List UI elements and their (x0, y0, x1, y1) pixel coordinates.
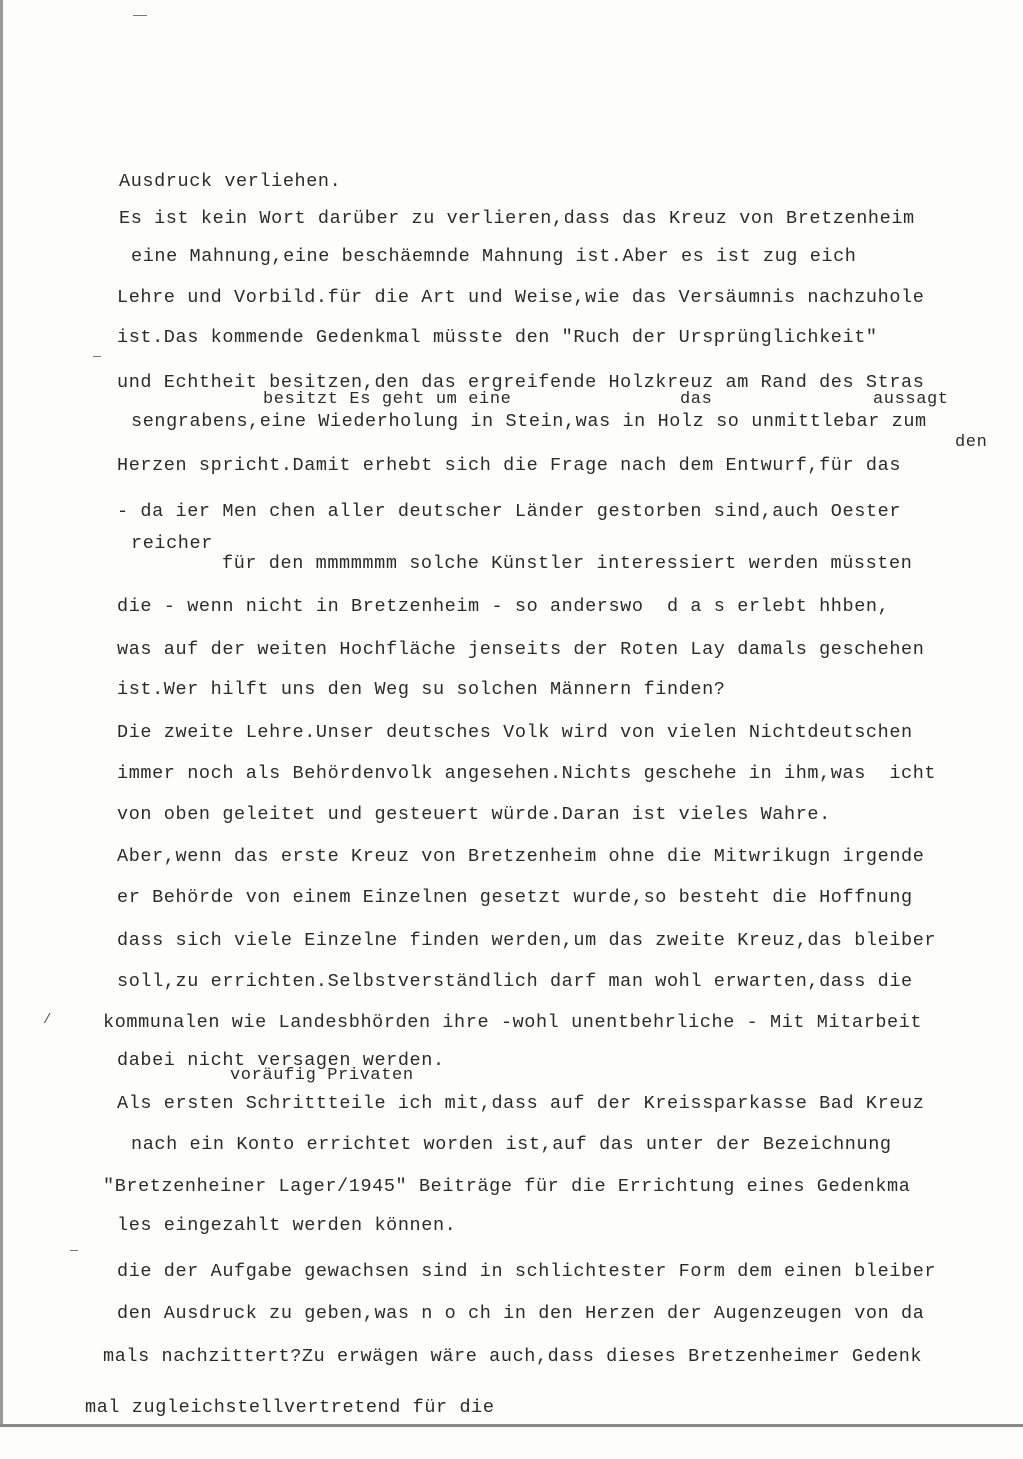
text-line: dabei nicht versagen werden. (117, 1050, 445, 1071)
text-line: nach ein Konto errichtet worden ist,auf das unter der Bezeichnung (131, 1134, 892, 1155)
text-line: Es ist kein Wort darüber zu verlieren,dass das Kreuz von Bretzenheim (119, 208, 915, 229)
text-line: les eingezahlt werden können. (117, 1215, 457, 1236)
text-line: für den mmmmmmm solche Künstler interessiert werden müssten (222, 553, 913, 574)
text-line: - da ier Men chen aller deutscher Länder gestorben sind,auch Oester (117, 501, 902, 522)
text-line: ist.Wer hilft uns den Weg su solchen Männern finden? (117, 679, 726, 700)
page-bottom-edge (0, 1424, 1023, 1427)
inserted-text: den (955, 433, 988, 452)
text-line: er Behörde von einem Einzelnen gesetzt wurde,so besteht die Hoffnung (117, 887, 913, 908)
text-line: was auf der weiten Hochfläche jenseits der Roten Lay damals geschehen (117, 639, 925, 660)
stray-mark (133, 15, 147, 16)
text-line: und Echtheit besitzen,den das ergreifende Holzkreuz am Rand des Stras (117, 372, 925, 393)
text-line: "Bretzenheiner Lager/1945" Beiträge für die Errichtung eines Gedenkma (103, 1176, 911, 1197)
text-line: Die zweite Lehre.Unser deutsches Volk wird von vielen Nichtdeutschen (117, 722, 913, 743)
text-line: kommunalen wie Landesbhörden ihre -wohl unentbehrliche - Mit Mitarbeit (103, 1012, 923, 1033)
inserted-text: das (680, 390, 713, 409)
text-line: Ausdruck verliehen. (119, 171, 342, 192)
inserted-text: voräufig Privaten (230, 1066, 414, 1085)
page-left-edge (0, 0, 3, 1425)
margin-slash-mark: / (43, 1012, 52, 1028)
text-line: mals nachzittert?Zu erwägen wäre auch,dass dieses Bretzenheimer Gedenk (103, 1346, 923, 1367)
text-line: Herzen spricht.Damit erhebt sich die Frage nach dem Entwurf,für das (117, 455, 902, 476)
text-line: dass sich viele Einzelne finden werden,um das zweite Kreuz,das bleiber (117, 930, 937, 951)
text-line: von oben geleitet und gesteuert würde.Daran ist vieles Wahre. (117, 804, 831, 825)
text-line: sengrabens,eine Wiederholung in Stein,was in Holz so unmittlebar zum (131, 411, 927, 432)
inserted-text: besitzt Es geht um eine (263, 390, 512, 409)
text-line: die - wenn nicht in Bretzenheim - so anderswo d a s erlebt hhben, (117, 596, 890, 617)
text-line: mal zugleichstellvertretend für die (85, 1397, 495, 1418)
text-line: die der Aufgabe gewachsen sind in schlichtester Form dem einen bleiber (117, 1261, 937, 1282)
text-line: immer noch als Behördenvolk angesehen.Nichts geschehe in ihm,was icht (117, 763, 937, 784)
text-line: eine Mahnung,eine beschäemnde Mahnung ist.Aber es ist zug eich (131, 246, 857, 267)
text-line: Lehre und Vorbild.für die Art und Weise,wie das Versäumnis nachzuhole (117, 287, 925, 308)
text-line: reicher (131, 533, 213, 554)
inserted-text: aussagt (873, 390, 949, 409)
stray-mark (70, 1250, 78, 1251)
text-line: den Ausdruck zu geben,was n o ch in den Herzen der Augenzeugen von da (117, 1303, 925, 1324)
text-line: Aber,wenn das erste Kreuz von Bretzenheim ohne die Mitwrikugn irgende (117, 846, 925, 867)
stray-mark (93, 356, 101, 357)
text-line: Als ersten Schrittteile ich mit,dass auf der Kreissparkasse Bad Kreuz (117, 1093, 925, 1114)
text-line: ist.Das kommende Gedenkmal müsste den "Ruch der Ursprünglichkeit" (117, 327, 878, 348)
text-line: soll,zu errichten.Selbstverständlich darf man wohl erwarten,dass die (117, 971, 913, 992)
